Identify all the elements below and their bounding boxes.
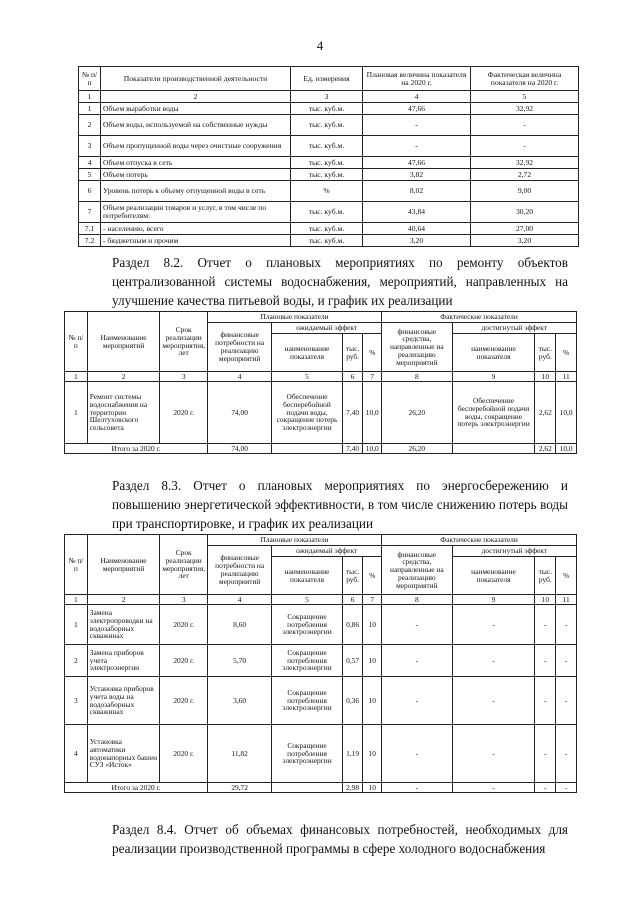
col-num: 6 [342,595,363,605]
production-indicators-table [78,66,579,247]
cell: 10 [363,605,382,645]
th-expected: ожидаемый эффект [272,323,382,334]
table-row [65,645,577,677]
cell: - [556,677,577,725]
cell: 26,20 [382,382,452,444]
th-ind-name: наименование показателя [452,334,535,372]
th-planned: Плановая величина показателя на 2020 г. [363,67,471,91]
cell: - населению, всего [101,223,291,235]
cell: - бюджетным и прочим [101,235,291,247]
cell: 2020 г. [160,605,208,645]
cell: 7,40 [342,444,363,454]
cell: 2 [65,645,88,677]
cell: % [291,181,363,202]
cell: 1 [79,103,101,115]
th-fin-fact: финансовые средства, направленные на реализацию мероприятий [382,323,452,372]
cell: - [535,677,556,725]
cell: 3,20 [471,235,579,247]
cell: - [535,783,556,793]
table-row [65,605,577,645]
cell: 8,60 [208,605,272,645]
cell: Уровень потерь к объему отпущенной воды в сеть [101,181,291,202]
cell: - [382,677,452,725]
th-unit: Ед. измерения [291,67,363,91]
col-num: 8 [382,372,452,382]
cell: 40,64 [363,223,471,235]
cell: - [382,725,452,783]
table-row [65,677,577,725]
cell: 0,57 [342,645,363,677]
th-pct: % [363,557,382,595]
col-num: 2 [87,595,160,605]
th-indicator: Показатели производственной деятельности [101,67,291,91]
cell: 7.1 [79,223,101,235]
cell: Объем выработки воды [101,103,291,115]
col-num: 8 [382,595,452,605]
cell: Обеспечение бесперебойной подачи воды, сокращение потерь электроэнергии [452,382,535,444]
th-thous: тыс. руб. [535,334,556,372]
cell: - [452,725,535,783]
cell [272,444,342,454]
table-row [65,382,577,444]
col-num: 5 [272,595,342,605]
cell: 10,0 [363,444,382,454]
cell: 7 [79,202,101,223]
energy-saving-table [64,534,577,793]
th-fin-plan: финансовые потребности на реализацию мероприятий [208,323,272,372]
th-fin-plan: финансовые потребности на реализацию мероприятий [208,546,272,595]
cell: 10 [363,645,382,677]
cell: Установка автоматики водонапорных башен СУЗ «Исток» [87,725,160,783]
cell: 4 [79,157,101,169]
col-num: 5 [272,372,342,382]
total-label: Итого за 2020 г. [65,783,208,793]
th-planned: Плановые показатели [208,312,382,323]
cell: - [382,783,452,793]
cell: 3 [65,677,88,725]
section-8-3-heading: Раздел 8.3. Отчет о плановых мероприятиях по энергосбережению и повышению энергетической эффективности, в том числе снижению потерь воды при транспортировке, и график их реализации [112,478,568,531]
cell: Замена приборов учета электроэнергии [87,645,160,677]
col-num: 3 [160,595,208,605]
cell: 32,92 [471,157,579,169]
col-num: 9 [452,595,535,605]
cell: тыс. куб.м. [291,223,363,235]
cell [272,783,342,793]
cell: 9,00 [471,181,579,202]
total-row [65,783,577,793]
cell: - [471,136,579,157]
cell: - [363,115,471,136]
col-num: 7 [363,595,382,605]
cell: 74,00 [208,382,272,444]
cell: 2,62 [535,382,556,444]
section-8-4-heading: Раздел 8.4. Отчет об объемах финансовых потребностей, необходимых для реализации производственной программы в сфере холодного водоснабжения [112,822,568,856]
cell: 2,62 [535,444,556,454]
th-thous: тыс. руб. [342,334,363,372]
cell: Объем воды, используемой на собственные нужды [101,115,291,136]
total-label: Итого за 2020 г. [65,444,208,454]
cell: 2020 г. [160,677,208,725]
cell: Объем отпуска в сеть [101,157,291,169]
table-row [79,103,579,115]
cell: - [452,605,535,645]
col-num: 10 [535,372,556,382]
cell: - [556,783,577,793]
cell: - [382,645,452,677]
col-num: 7 [363,372,382,382]
col-num: 4 [208,372,272,382]
cell: 43,84 [363,202,471,223]
cell: тыс. куб.м. [291,157,363,169]
cell: 3,20 [363,235,471,247]
cell: - [452,645,535,677]
th-name: Наименование мероприятий [87,312,160,372]
col-num: 2 [101,91,291,103]
th-num: № п/п [65,312,88,372]
cell: 4 [65,725,88,783]
cell: 47,66 [363,157,471,169]
col-num: 1 [65,595,88,605]
th-pct: % [556,557,577,595]
cell: Сокращение потребления электроэнергии [272,605,342,645]
th-term: Срок реализации мероприятия, лет [160,312,208,372]
col-num: 1 [65,372,88,382]
table-row [79,202,579,223]
th-achieved: достигнутый эффект [452,323,576,334]
col-num: 9 [452,372,535,382]
cell: 47,66 [363,103,471,115]
cell: тыс. куб.м. [291,169,363,181]
cell: 3 [79,136,101,157]
cell: 74,00 [208,444,272,454]
cell: 7.2 [79,235,101,247]
cell: 6 [79,181,101,202]
cell: Ремонт системы водоснабжения на территории Шелтуховского сельсовета [87,382,160,444]
cell: 2 [79,115,101,136]
col-num: 3 [160,372,208,382]
cell: 5,70 [208,645,272,677]
th-fin-fact: финансовые средства, направленные на реализацию мероприятий [382,546,452,595]
cell: 3,82 [363,169,471,181]
cell: 26,20 [382,444,452,454]
cell: 10,0 [363,382,382,444]
cell: Обеспечение бесперебойной подачи воды, сокращение потерь электроэнергии [272,382,342,444]
col-num: 3 [291,91,363,103]
col-num: 10 [535,595,556,605]
cell: 10 [363,783,382,793]
col-num: 1 [79,91,101,103]
th-expected: ожидаемый эффект [272,546,382,557]
cell: - [556,725,577,783]
table-row [79,235,579,247]
cell: 2,98 [342,783,363,793]
cell: 10,0 [556,382,577,444]
th-achieved: достигнутый эффект [452,546,576,557]
cell: 0,36 [342,677,363,725]
th-num: № п/п [79,67,101,91]
cell: Установка приборов учета воды на водозаборных скважинах [87,677,160,725]
cell: 10,0 [556,444,577,454]
cell: 27,00 [471,223,579,235]
cell: 5 [79,169,101,181]
th-thous: тыс. руб. [535,557,556,595]
table-row [79,181,579,202]
cell: тыс. куб.м. [291,103,363,115]
table-row [65,725,577,783]
cell: - [452,783,535,793]
table-row [79,136,579,157]
th-thous: тыс. руб. [342,557,363,595]
table-row [79,169,579,181]
th-num: № п/п [65,535,88,595]
th-actual: Фактическая величина показателя на 2020 г. [471,67,579,91]
col-num: 4 [363,91,471,103]
th-actual: Фактические показатели [382,535,577,546]
cell: тыс. куб.м. [291,202,363,223]
cell: 11,82 [208,725,272,783]
cell: 1 [65,605,88,645]
cell: 2020 г. [160,645,208,677]
cell: тыс. куб.м. [291,115,363,136]
th-term: Срок реализации мероприятия, лет [160,535,208,595]
table-row [79,115,579,136]
col-num: 2 [87,372,160,382]
cell: - [471,115,579,136]
cell: Замена электропроводки на водозаборных скважинах [87,605,160,645]
table-row [79,223,579,235]
th-ind-name: наименование показателя [272,557,342,595]
th-name: Наименование мероприятий [87,535,160,595]
cell: 2020 г. [160,725,208,783]
th-pct: % [556,334,577,372]
cell: Сокращение потребления электроэнергии [272,645,342,677]
table-row [79,157,579,169]
cell: - [452,677,535,725]
page-number: 4 [316,38,324,53]
col-num: 11 [556,595,577,605]
cell: 1,19 [342,725,363,783]
cell: Сокращение потребления электроэнергии [272,677,342,725]
cell: 32,92 [471,103,579,115]
cell: Сокращение потребления электроэнергии [272,725,342,783]
cell: 1 [65,382,88,444]
cell: 29,72 [208,783,272,793]
total-row [65,444,577,454]
cell: - [556,645,577,677]
section-8-2-heading: Раздел 8.2. Отчет о плановых мероприятиях по ремонту объектов централизованной системы водоснабжения, мероприятий, направленных на улучшение качества питьевой воды, и график их реализации [112,255,568,308]
cell: - [535,725,556,783]
cell: 2020 г. [160,382,208,444]
cell: Объем пропущенной воды через очистные сооружения [101,136,291,157]
th-planned: Плановые показатели [208,535,382,546]
cell: - [535,645,556,677]
cell: 30,20 [471,202,579,223]
cell: - [363,136,471,157]
col-num: 5 [471,91,579,103]
cell: - [535,605,556,645]
cell: тыс. куб.м. [291,136,363,157]
th-pct: % [363,334,382,372]
cell: 8,02 [363,181,471,202]
cell [452,444,535,454]
cell: 10 [363,677,382,725]
cell: 3,60 [208,677,272,725]
cell: 10 [363,725,382,783]
cell: 7,40 [342,382,363,444]
cell: - [556,605,577,645]
col-num: 6 [342,372,363,382]
th-ind-name: наименование показателя [272,334,342,372]
repair-measures-table [64,311,577,454]
cell: Объем потерь [101,169,291,181]
cell: Объем реализации товаров и услуг, в том числе по потребителям: [101,202,291,223]
cell: тыс. куб.м. [291,235,363,247]
cell: 2,72 [471,169,579,181]
th-ind-name: наименование показателя [452,557,535,595]
cell: - [382,605,452,645]
th-actual: Фактические показатели [382,312,577,323]
cell: 0,86 [342,605,363,645]
col-num: 11 [556,372,577,382]
col-num: 4 [208,595,272,605]
